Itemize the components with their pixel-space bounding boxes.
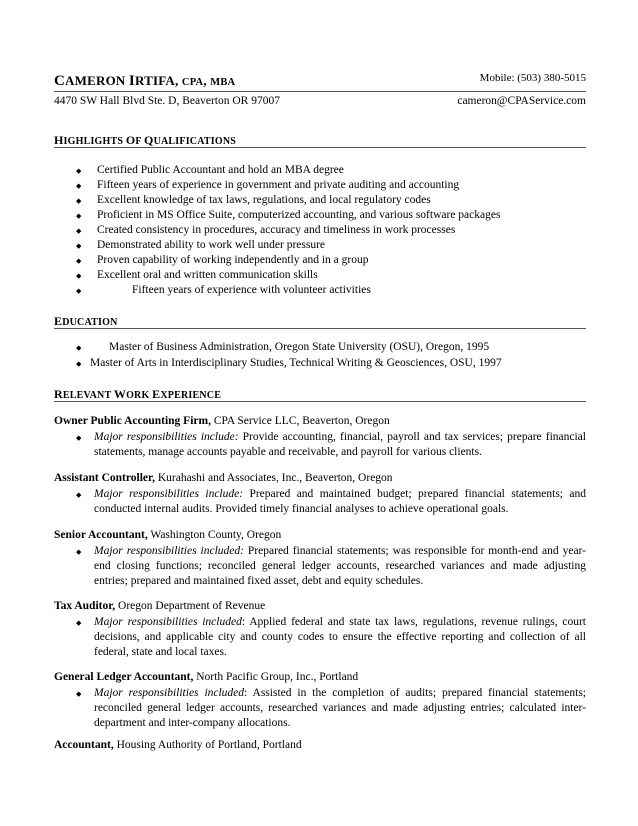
list-item: ◆ Fifteen years of experience with volunteer activities <box>76 284 371 296</box>
bullet-icon: ◆ <box>76 690 82 698</box>
section-title-experience: RELEVANT WORK EXPERIENCE <box>54 387 222 401</box>
list-item: ◆ Fifteen years of experience in government and private auditing and accounting <box>76 179 460 191</box>
job-title: Owner Public Accounting Firm, CPA Service LLC, Beaverton, Oregon <box>54 415 390 427</box>
list-item: ◆ Demonstrated ability to work well under pressure <box>76 239 326 251</box>
bullet-icon: ◆ <box>76 434 82 442</box>
candidate-name: CAMERON IRTIFA, CPA, MBA <box>54 73 236 89</box>
job-description: Major responsibilities included: Prepared financial statements; was responsible for month-end and year-end closing functions; reconciled general ledger accounts, researched variances and made adjusting entries; prepared and maintained fixed asset, debt and equity schedules. <box>94 545 586 588</box>
credential-cpa: CPA <box>181 77 204 88</box>
section-title-highlights: HIGHLIGHTS OF QUALIFICATIONS <box>54 133 237 147</box>
job-title: Assistant Controller, Kurahashi and Associates, Inc., Beaverton, Oregon <box>54 472 393 484</box>
job-title: Tax Auditor, Oregon Department of Revenue <box>54 600 266 612</box>
section-divider <box>54 147 586 148</box>
list-item: ◆ Proven capability of working independently and in a group <box>76 254 369 266</box>
job-description: Major responsibilities include: Provide accounting, financial, payroll and tax services; prepare financial statements, manage accounts payable and receivable, and payroll for various clients. <box>94 431 586 459</box>
email-address: cameron@CPAService.com <box>457 95 586 107</box>
list-item: ◆ Master of Arts in Interdisciplinary Studies, Technical Writing & Geosciences, OSU, 1997 <box>76 357 502 369</box>
job-description: Major responsibilities include: Prepared and maintained budget; prepared financial statements; and conducted internal audits. Provided timely financial analyses to achieve operational goals. <box>94 488 586 516</box>
bullet-icon: ◆ <box>76 491 82 499</box>
job-title: Senior Accountant, Washington County, Oregon <box>54 529 282 541</box>
job-description: Major responsibilities included: Assisted in the completion of audits; prepared financial statements; reconciled general ledger accounts, researched variances and made adjusting entries; calculated inter-department and inter-company allocations. <box>94 687 587 730</box>
job-title: Accountant, Housing Authority of Portland, Portland <box>54 739 302 751</box>
list-item: ◆ Certified Public Accountant and hold an MBA degree <box>76 164 344 176</box>
credential-mba: MBA <box>210 77 236 88</box>
mobile-number: Mobile: (503) 380-5015 <box>479 72 586 84</box>
list-item: ◆ Excellent oral and written communication skills <box>76 269 318 281</box>
list-item: ◆ Excellent knowledge of tax laws, regulations, and local regulatory codes <box>76 194 431 206</box>
job-title: General Ledger Accountant, North Pacific Group, Inc., Portland <box>54 671 359 683</box>
header-name-row <box>54 73 586 91</box>
header-divider <box>54 91 586 92</box>
bullet-icon: ◆ <box>76 548 82 556</box>
section-divider <box>54 328 586 329</box>
list-item: ◆ Created consistency in procedures, accuracy and timeliness in work processes <box>76 224 456 236</box>
list-item: ◆ Master of Business Administration, Oregon State University (OSU), Oregon, 1995 <box>76 341 490 353</box>
header-contact-row <box>54 95 586 111</box>
section-title-education: EDUCATION <box>54 314 118 328</box>
job-description: Major responsibilities included: Applied federal and state tax laws, regulations, revenue rulings, court decisions, and applicable city and county codes to ensure the effective reporting and collection of all federal, state and local taxes. <box>94 616 587 659</box>
list-item: ◆ Proficient in MS Office Suite, computerized accounting, and various software packages <box>76 209 501 221</box>
bullet-icon: ◆ <box>76 619 82 627</box>
section-divider <box>54 401 586 402</box>
address: 4470 SW Hall Blvd Ste. D, Beaverton OR 97007 <box>54 95 280 107</box>
